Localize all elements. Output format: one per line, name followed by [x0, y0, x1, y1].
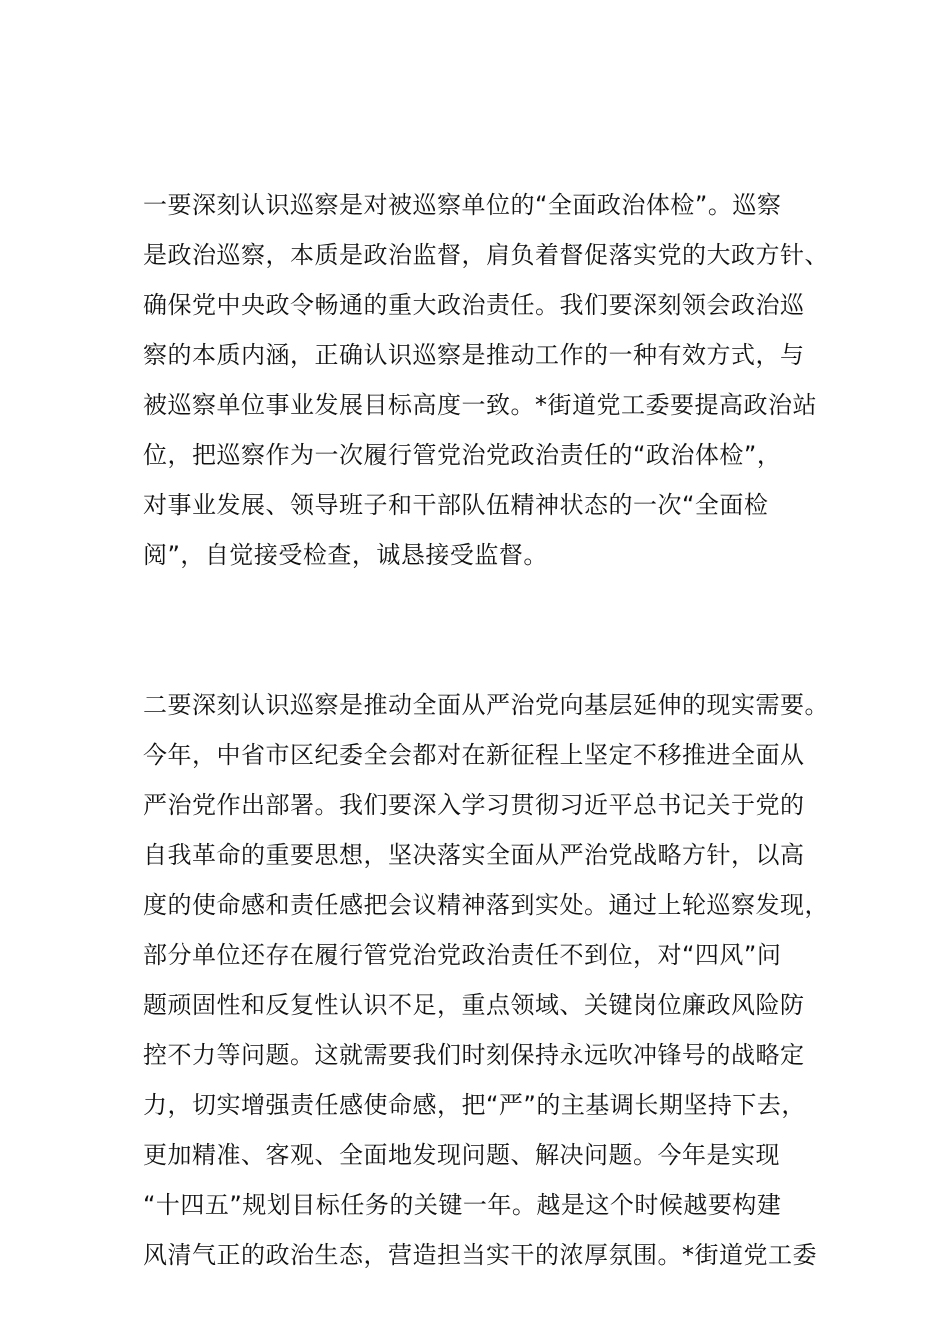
text-line: 位，把巡察作为一次履行管党治党政治责任的“政治体检”，: [143, 441, 782, 469]
text-line: 自我革命的重要思想，坚决落实全面从严治党战略方针，以高: [143, 841, 805, 869]
text-line: 察的本质内涵，正确认识巡察是推动工作的一种有效方式，与: [143, 341, 805, 369]
document-body: [143, 180, 833, 1280]
text-line: “十四五”规划目标任务的关键一年。越是这个时候越要构建: [143, 1191, 782, 1219]
text-line: 严治党作出部署。我们要深入学习贯彻习近平总书记关于党的: [143, 791, 805, 819]
paragraph-1: [143, 180, 833, 580]
text-line: 一要深刻认识巡察是对被巡察单位的“全面政治体检”。巡察: [143, 191, 782, 219]
text-line: 控不力等问题。这就需要我们时刻保持永远吹冲锋号的战略定: [143, 1041, 805, 1069]
text-line: 阅”，自觉接受检查，诚恳接受监督。: [143, 541, 548, 569]
text-line: 题顽固性和反复性认识不足，重点领域、关键岗位廉政风险防: [143, 991, 805, 1019]
text-line: 更加精准、客观、全面地发现问题、解决问题。今年是实现: [143, 1141, 780, 1169]
text-line: 被巡察单位事业发展目标高度一致。*街道党工委要提高政治站: [143, 391, 817, 419]
paragraph-2: [143, 680, 833, 1280]
paragraph-spacer: [143, 580, 833, 680]
text-line: 是政治巡察，本质是政治监督，肩负着督促落实党的大政方针、: [143, 241, 829, 269]
text-line: 风清气正的政治生态，营造担当实干的浓厚氛围。*街道党工委: [143, 1241, 817, 1269]
text-line: 对事业发展、领导班子和干部队伍精神状态的一次“全面检: [143, 491, 769, 519]
text-line: 二要深刻认识巡察是推动全面从严治党向基层延伸的现实需要。: [143, 691, 829, 719]
text-line: 度的使命感和责任感把会议精神落到实处。通过上轮巡察发现，: [143, 891, 829, 919]
text-line: 今年，中省市区纪委全会都对在新征程上坚定不移推进全面从: [143, 741, 805, 769]
text-line: 部分单位还存在履行管党治党政治责任不到位，对“四风”问: [143, 941, 782, 969]
text-line: 力，切实增强责任感使命感，把“严”的主基调长期坚持下去，: [143, 1091, 806, 1119]
text-line: 确保党中央政令畅通的重大政治责任。我们要深刻领会政治巡: [143, 291, 805, 319]
